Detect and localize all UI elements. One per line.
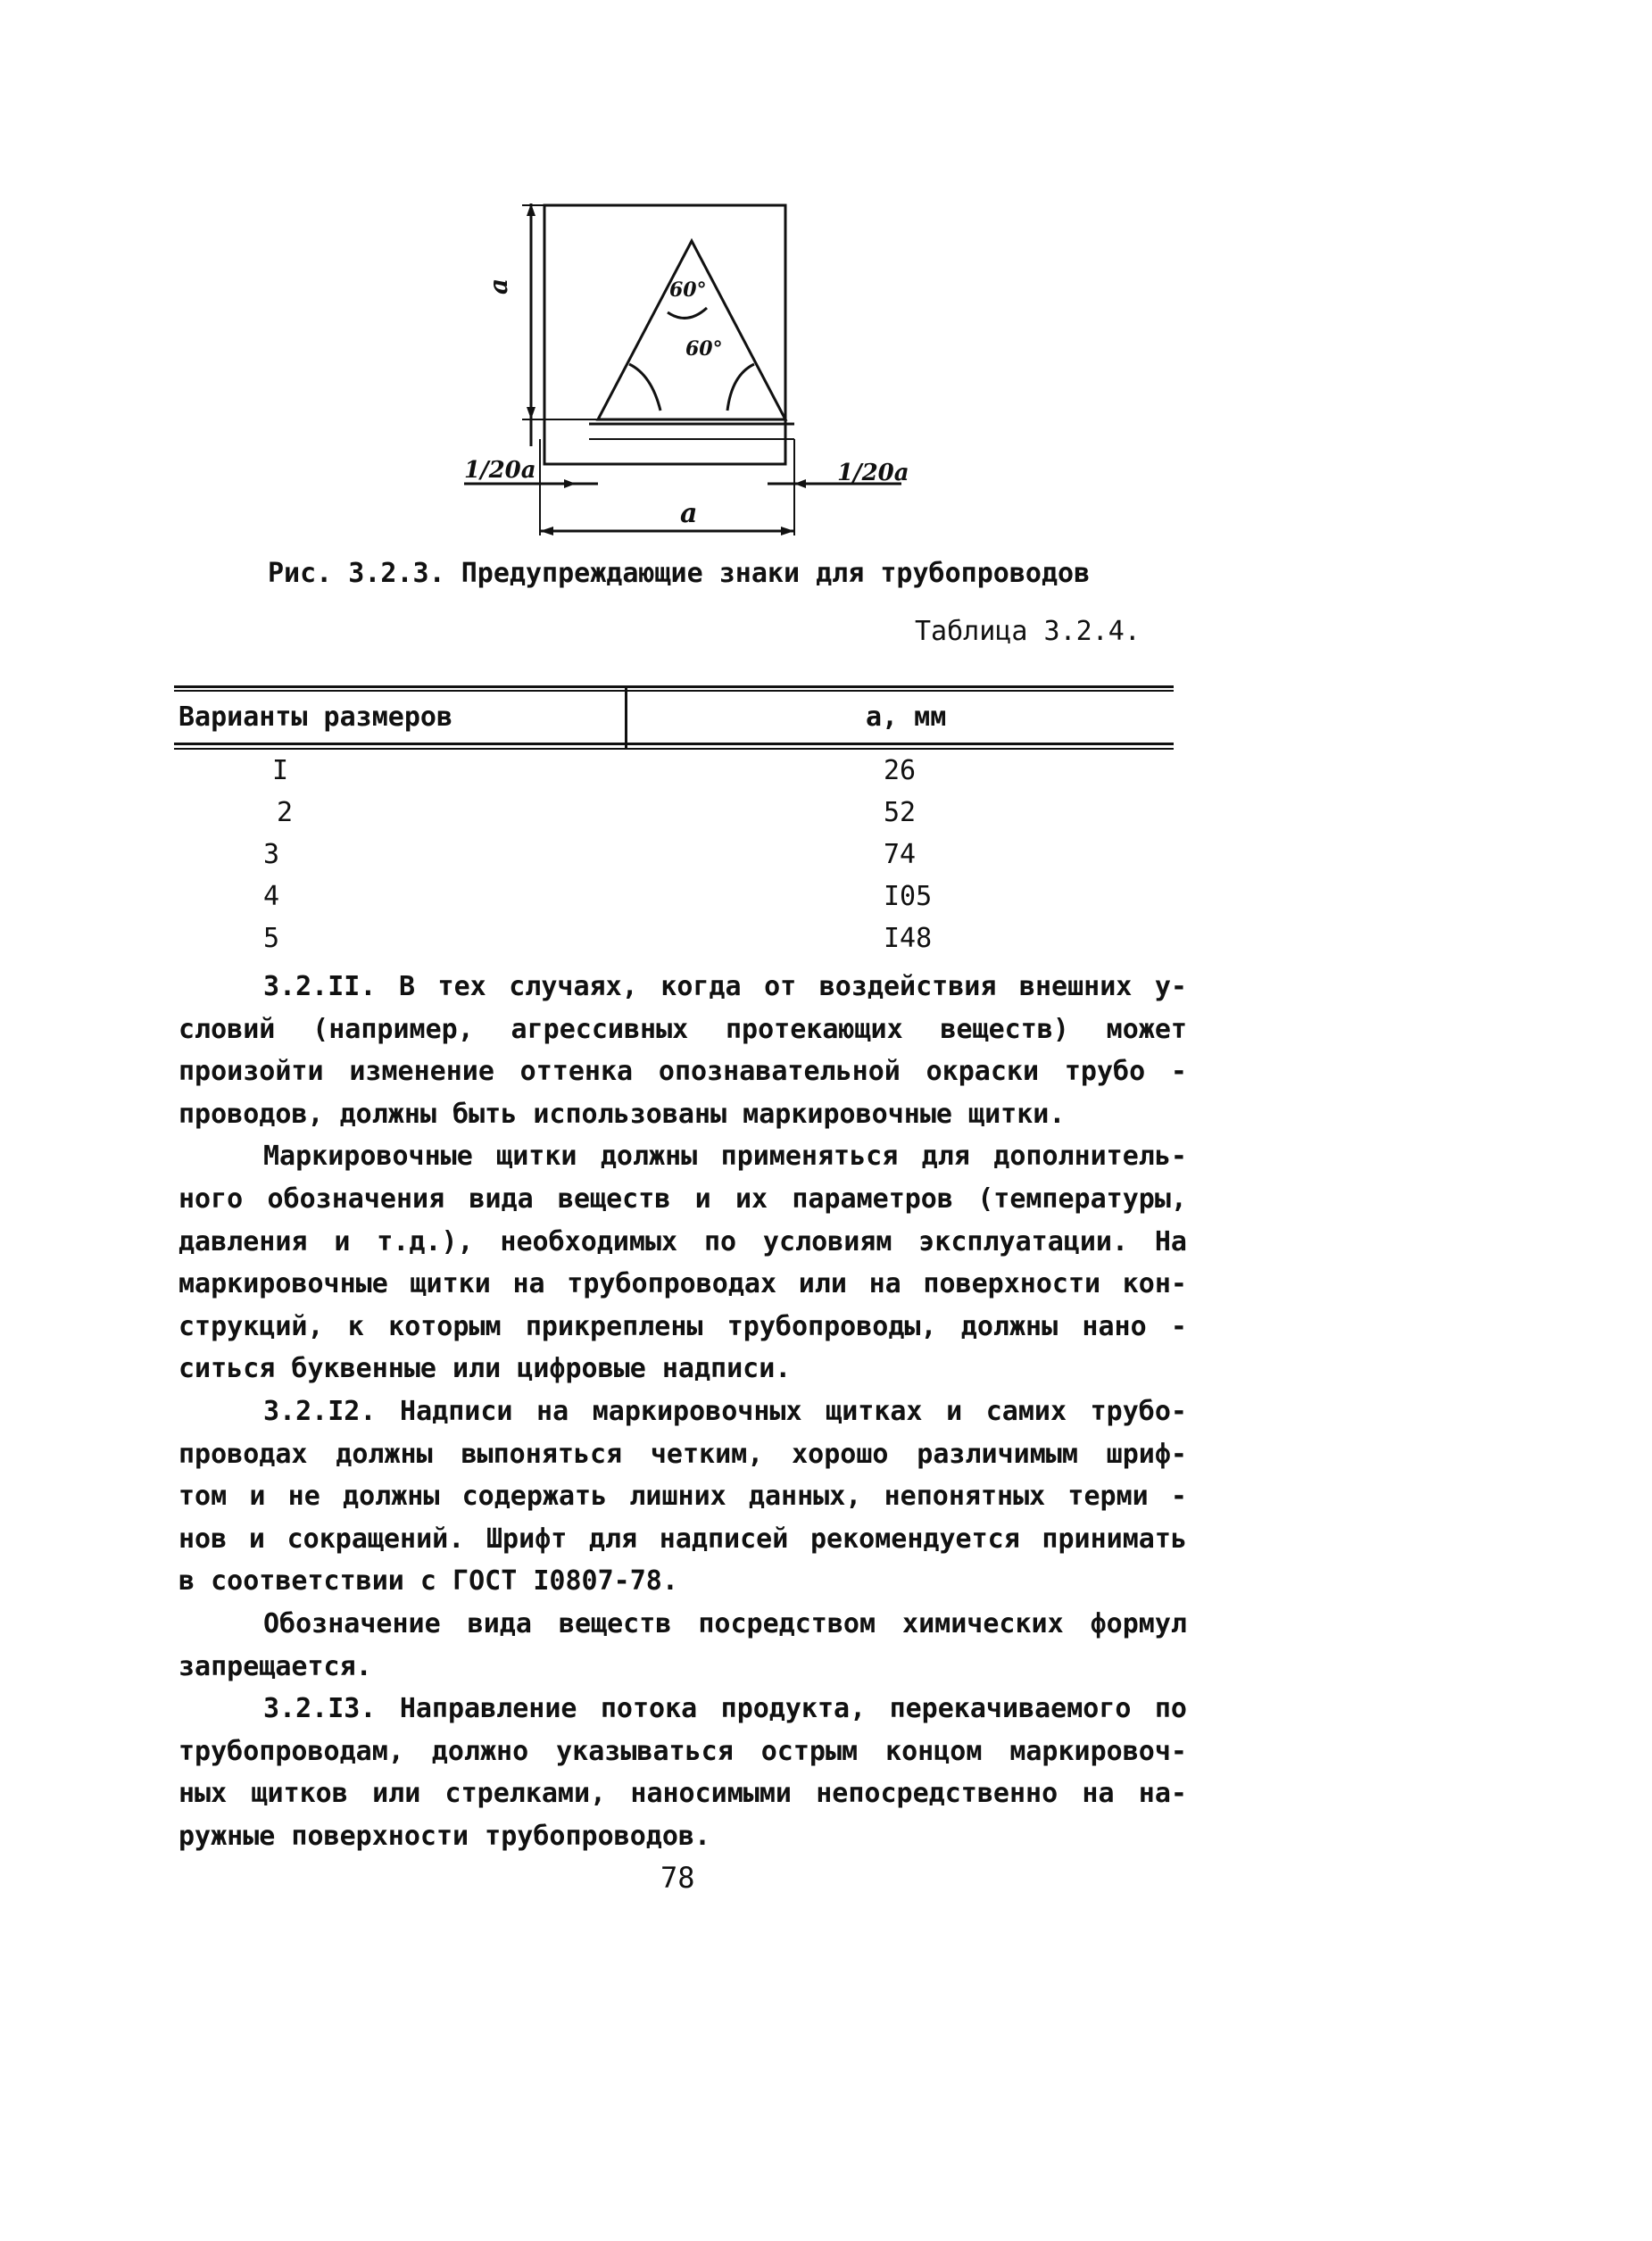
- text-line: ных щитков или стрелками, наносимыми непосредственно на на-: [178, 1778, 1187, 1810]
- paragraph-chemical-formulas: [178, 1603, 1187, 1688]
- text-line: в соответствии с ГОСТ I0807-78.: [178, 1565, 678, 1598]
- text-line: том и не должны содержать лишних данных, непонятных терми -: [178, 1481, 1187, 1513]
- table-header-divider: [625, 685, 627, 748]
- table-row: [174, 755, 1174, 797]
- text-line: ситься буквенные или цифровые надписи.: [178, 1353, 792, 1385]
- left-margin-arrow: [564, 479, 576, 488]
- text-line: ного обозначения вида веществ и их параметров (температуры,: [178, 1183, 1187, 1215]
- text-line: 3.2.I3. Направление потока продукта, перекачиваемого по: [263, 1693, 1187, 1725]
- left-margin-label: 1/20a: [464, 457, 536, 484]
- text-line: Маркировочные щитки должны применяться для дополнитель-: [263, 1141, 1187, 1173]
- table-cell-a: 52: [884, 797, 917, 828]
- table-row: [174, 881, 1174, 923]
- height-arrow-bottom: [527, 407, 535, 419]
- text-line: маркировочные щитки на трубопроводах или на поверхности кон-: [178, 1268, 1187, 1300]
- table-cell-variant: 2: [277, 797, 294, 828]
- text-line: ружные поверхности трубопроводов.: [178, 1820, 711, 1852]
- width-label: a: [680, 498, 698, 529]
- warning-sign-figure: [446, 196, 946, 553]
- table-cell-a: 26: [884, 755, 917, 786]
- text-line: трубопроводам, должно указываться острым концом маркировоч-: [178, 1735, 1187, 1767]
- table-header-variants: Варианты размеров: [178, 701, 453, 733]
- angle-arc-right: [727, 364, 754, 411]
- angle-arc-top: [668, 308, 707, 318]
- text-line: проводах должны выпоняться четким, хорошо различимым шриф-: [178, 1438, 1187, 1470]
- table-cell-variant: 5: [263, 923, 280, 954]
- table-cell-variant: 3: [263, 839, 280, 870]
- paragraph-marking-plates: [178, 1135, 1187, 1390]
- table-header-rule: [174, 743, 1174, 745]
- table-cell-a: I05: [884, 881, 933, 912]
- table-row: [174, 839, 1174, 881]
- table-cell-a: 74: [884, 839, 917, 870]
- table-row: [174, 923, 1174, 965]
- text-line: давления и т.д.), необходимых по условиям эксплуатации. На: [178, 1225, 1187, 1257]
- table-top-rule-2: [174, 690, 1174, 692]
- paragraph-3-2-11: [178, 966, 1187, 1135]
- paragraph-3-2-12: [178, 1390, 1187, 1603]
- text-line: нов и сокращений. Шрифт для надписей рекомендуется принимать: [178, 1523, 1187, 1555]
- text-line: 3.2.I2. Надписи на маркировочных щитках и самих трубо-: [263, 1395, 1187, 1427]
- height-label: a: [484, 278, 513, 295]
- width-arrow-left: [540, 527, 553, 535]
- text-line: произойти изменение оттенка опознавательной окраски трубо -: [178, 1056, 1187, 1088]
- warning-triangle: [598, 241, 785, 419]
- body-text: [178, 966, 1187, 1857]
- table-label: Таблица 3.2.4.: [915, 616, 1141, 647]
- figure-caption: Рис. 3.2.3. Предупреждающие знаки для трубопроводов: [268, 558, 1091, 589]
- right-margin-arrow: [794, 479, 806, 488]
- angle-label-lower: 60°: [685, 337, 723, 361]
- width-arrow-right: [781, 527, 794, 535]
- table-header-a-mm: а, мм: [866, 701, 947, 733]
- text-line: Обозначение вида веществ посредством химических формул: [263, 1607, 1187, 1639]
- paragraph-3-2-13: [178, 1688, 1187, 1857]
- angle-label-upper: 60°: [669, 278, 707, 302]
- text-line: 3.2.II. В тех случаях, когда от воздействия внешних у-: [263, 971, 1187, 1002]
- text-line: словий (например, агрессивных протекающих веществ) может: [178, 1013, 1187, 1045]
- table-header-rule-2: [174, 748, 1174, 750]
- right-margin-label: 1/20a: [837, 460, 909, 486]
- table-cell-a: I48: [884, 923, 933, 954]
- text-line: струкций, к которым прикреплены трубопроводы, должны нано -: [178, 1310, 1187, 1342]
- page-number: 78: [660, 1861, 695, 1895]
- table-top-rule: [174, 685, 1174, 688]
- table-cell-variant: 4: [263, 881, 280, 912]
- angle-arc-left: [629, 364, 660, 411]
- table-cell-variant: I: [272, 755, 289, 786]
- table-row: [174, 797, 1174, 839]
- text-line: проводов, должны быть использованы маркировочные щитки.: [178, 1098, 1066, 1130]
- text-line: запрещается.: [178, 1650, 372, 1682]
